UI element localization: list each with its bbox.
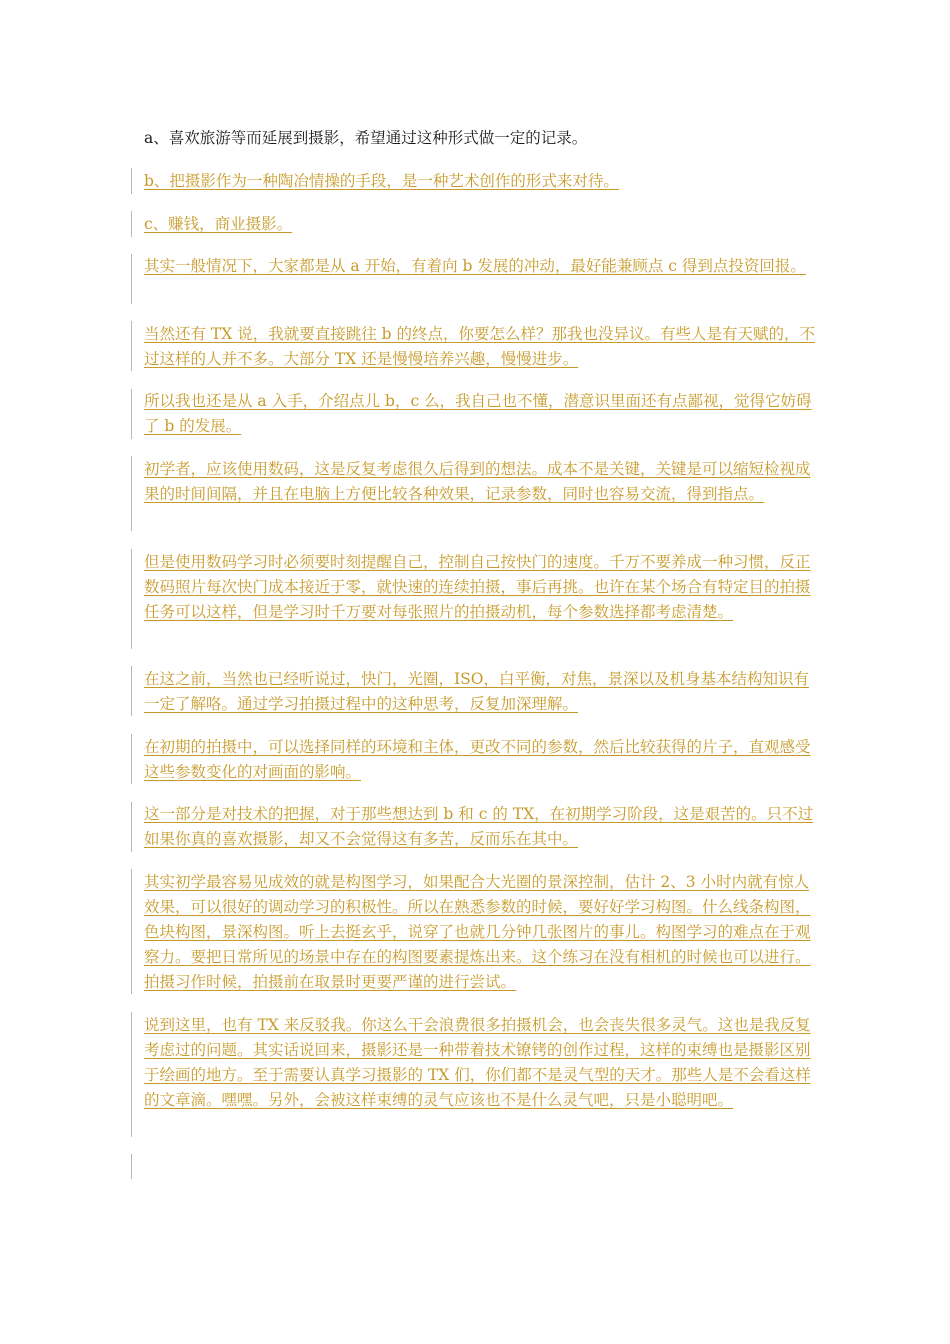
paragraph-technique: 这一部分是对技术的把握，对于那些想达到 b 和 c 的 TX，在初期学习阶段，这是艰苦的。只不过如果你真的喜欢摄影，却又不会觉得这有多苦，反而乐在其中。 — [144, 805, 814, 848]
paragraph-composition: 其实初学最容易见成效的就是构图学习，如果配合大光圈的景深控制，估计 2、3 小时内就有惊人效果，可以很好的调动学习的积极性。所以在熟悉参数的时候，要好好学习构图。什么线条构图，色块构图，景深构图。听上去挺玄乎，说穿了也就几分钟几张图片的事儿。构图学习的难点在于观察力。要把日常所见的场景中存在的构图要素提炼出来。这个练习在没有相机的时候也可以进行。拍摄习作时候，拍摄前在取景时更要严谨的进行尝试。 — [144, 873, 811, 991]
revision-bar — [131, 869, 132, 994]
revision-bar — [131, 734, 132, 784]
paragraph-a: a、喜欢旅游等而延展到摄影，希望通过这种形式做一定的记录。 — [144, 129, 588, 147]
paragraph-rebuttal: 说到这里，也有 TX 来反驳我。你这么干会浪费很多拍摄机会，也会丧失很多灵气。这也是我反复考虑过的问题。其实话说回来，摄影还是一种带着技术镣铐的创作过程，这样的束缚也是摄影区别于绘画的地方。至于需要认真学习摄影的 TX 们，你们都不是灵气型的天才。那些人是不会看这样的文章滴。嘿嘿。另外，会被这样束缚的灵气应该也不是什么灵气吧，只是小聪明吧。 — [144, 1016, 811, 1109]
paragraph-shutter: 但是使用数码学习时必须要时刻提醒自己，控制自己按快门的速度。千万不要养成一种习惯，反正数码照片每次快门成本接近于零，就快速的连续拍摄，事后再挑。也许在某个场合有特定目的拍摄任务可以这样，但是学习时千万要对每张照片的拍摄动机，每个参数选择都考虑清楚。 — [144, 553, 811, 621]
revision-bar — [131, 168, 132, 194]
revision-bar — [131, 389, 132, 439]
revision-bar — [131, 1154, 132, 1179]
revision-bar — [131, 211, 132, 237]
paragraph-c: c、赚钱，商业摄影。 — [144, 215, 293, 233]
revision-bar — [131, 802, 132, 852]
paragraph-digital: 初学者，应该使用数码，这是反复考虑很久后得到的想法。成本不是关键，关键是可以缩短检视成果的时间间隔，并且在电脑上方便比较各种效果，记录参数，同时也容易交流，得到指点。 — [144, 460, 811, 503]
revision-bar — [131, 1012, 132, 1137]
paragraph-b: b、把摄影作为一种陶冶情操的手段，是一种艺术创作的形式来对待。 — [144, 172, 619, 190]
paragraph-basics: 在这之前，当然也已经听说过，快门，光圈，ISO，白平衡，对焦，景深以及机身基本结构知识有一定了解咯。通过学习拍摄过程中的这种思考，反复加深理解。 — [144, 670, 809, 713]
revision-bar — [131, 456, 132, 531]
revision-bar — [131, 254, 132, 304]
paragraph-intro: 其实一般情况下，大家都是从 a 开始，有着向 b 发展的冲动，最好能兼顾点 c 得到点投资回报。 — [144, 257, 806, 275]
paragraph-talent: 当然还有 TX 说，我就要直接跳往 b 的终点，你要怎么样？那我也没异议。有些人是有天赋的，不过这样的人并不多。大部分 TX 还是慢慢培养兴趣，慢慢进步。 — [144, 325, 816, 368]
revision-bar — [131, 666, 132, 716]
paragraph-parameters: 在初期的拍摄中，可以选择同样的环境和主体，更改不同的参数，然后比较获得的片子，直观感受这些参数变化的对画面的影响。 — [144, 738, 811, 781]
paragraph-start-a: 所以我也还是从 a 入手，介绍点儿 b，c 么，我自己也不懂，潜意识里面还有点鄙视，觉得它妨碍了 b 的发展。 — [144, 392, 812, 435]
revision-bar — [131, 549, 132, 649]
revision-bar — [131, 321, 132, 371]
